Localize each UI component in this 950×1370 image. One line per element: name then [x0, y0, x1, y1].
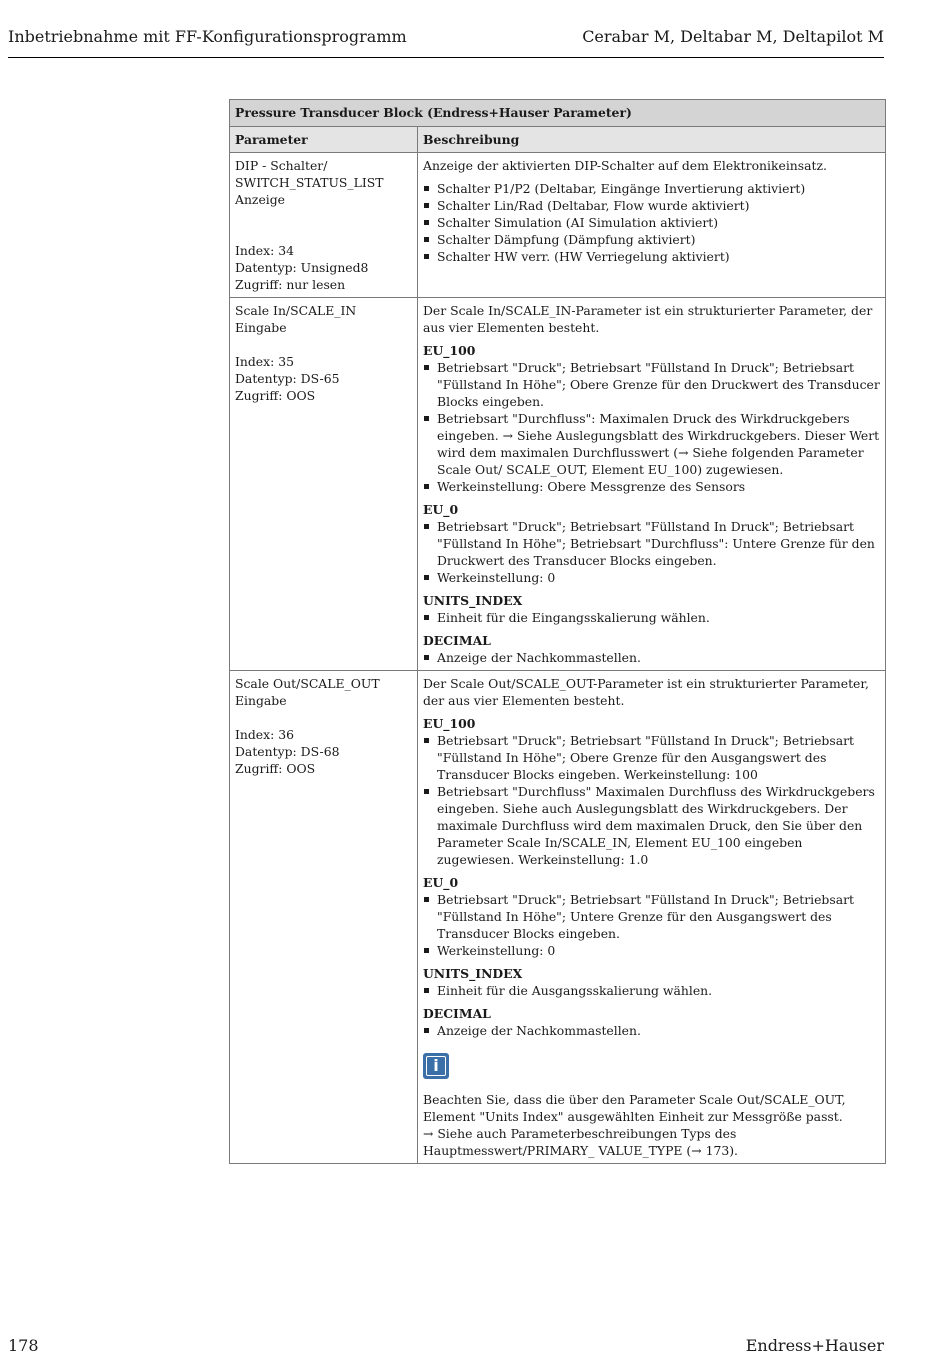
list-item: Schalter HW verr. (HW Verriegelung aktiviert)	[423, 248, 880, 265]
parameter-access: Zugriff: OOS	[235, 761, 316, 776]
bullet-list	[423, 518, 880, 586]
element-heading: EU_0	[423, 875, 459, 890]
bullet-list	[423, 609, 880, 626]
parameter-access-mode: Eingabe	[235, 320, 287, 335]
note-reference: → Siehe auch Parameterbeschreibungen Typs des Hauptmesswert/PRIMARY_ VALUE_TYPE (→ 173).	[423, 1126, 738, 1158]
table-row	[230, 298, 886, 671]
parameter-name: Scale In/SCALE_IN	[235, 303, 357, 318]
description-intro: Der Scale In/SCALE_IN-Parameter ist ein strukturierter Parameter, der aus vier Elementen besteht.	[423, 303, 873, 335]
footer-brand: Endress+Hauser	[745, 1336, 884, 1355]
list-item: Werkeinstellung: 0	[423, 942, 880, 959]
table-row	[230, 153, 886, 298]
parameter-datatype: Datentyp: DS-68	[235, 744, 340, 759]
parameter-index: Index: 36	[235, 727, 295, 742]
parameter-table	[229, 99, 886, 1164]
bullet-list	[423, 891, 880, 959]
description-cell	[418, 298, 886, 671]
list-item: Werkeinstellung: Obere Messgrenze des Sensors	[423, 478, 880, 495]
parameter-datatype: Datentyp: DS-65	[235, 371, 340, 386]
table-row	[230, 671, 886, 1164]
list-item: Schalter Dämpfung (Dämpfung aktiviert)	[423, 231, 880, 248]
list-item: Schalter Simulation (AI Simulation aktiviert)	[423, 214, 880, 231]
list-item: Einheit für die Eingangsskalierung wählen.	[423, 609, 880, 626]
parameter-cell	[230, 153, 418, 298]
list-item: Betriebsart "Druck"; Betriebsart "Füllstand In Druck"; Betriebsart "Füllstand In Höhe"; Obere Grenze für den Ausgangswert des Transducer Blocks eingeben. Werkeinstellung: 100	[423, 732, 880, 783]
parameter-name: DIP - Schalter/	[235, 158, 328, 173]
bullet-list	[423, 1022, 880, 1039]
header-product-names: Cerabar M, Deltabar M, Deltapilot M	[582, 27, 884, 46]
parameter-cell	[230, 671, 418, 1164]
element-heading: UNITS_INDEX	[423, 593, 523, 608]
info-icon: i	[423, 1053, 449, 1079]
element-heading: DECIMAL	[423, 633, 491, 648]
bullet-list	[423, 180, 880, 265]
bullet-list	[423, 359, 880, 495]
parameter-index: Index: 35	[235, 354, 295, 369]
list-item: Einheit für die Ausgangsskalierung wählen.	[423, 982, 880, 999]
list-item: Schalter P1/P2 (Deltabar, Eingänge Invertierung aktiviert)	[423, 180, 880, 197]
column-header-description: Beschreibung	[418, 127, 886, 153]
info-note	[423, 1053, 880, 1159]
description-intro: Anzeige der aktivierten DIP-Schalter auf dem Elektronikeinsatz.	[423, 158, 827, 173]
element-heading: DECIMAL	[423, 1006, 491, 1021]
list-item: Betriebsart "Druck"; Betriebsart "Füllstand In Druck"; Betriebsart "Füllstand In Höhe"; Betriebsart "Durchfluss": Untere Grenze für den Druckwert des Transducer Blocks eingeben.	[423, 518, 880, 569]
parameter-access-mode: Eingabe	[235, 693, 287, 708]
header-section-title: Inbetriebnahme mit FF-Konfigurationsprogramm	[8, 27, 407, 46]
parameter-access-mode: Anzeige	[235, 192, 286, 207]
parameter-index: Index: 34	[235, 243, 295, 258]
note-text: Beachten Sie, dass die über den Parameter Scale Out/SCALE_OUT, Element "Units Index" ausgewählten Einheit zur Messgröße passt.	[423, 1092, 846, 1124]
bullet-list	[423, 982, 880, 999]
list-item: Betriebsart "Druck"; Betriebsart "Füllstand In Druck"; Betriebsart "Füllstand In Höhe"; Obere Grenze für den Druckwert des Transducer Blocks eingeben.	[423, 359, 880, 410]
description-cell	[418, 153, 886, 298]
bullet-list	[423, 649, 880, 666]
list-item: Betriebsart "Durchfluss" Maximalen Durchfluss des Wirkdruckgebers eingeben. Siehe auch Auslegungsblatt des Wirkdruckgebers. Der maximale Durchfluss wird dem maximalen Druck, den Sie über den Parameter Scale In/SCALE_IN, Element EU_100 eingeben zugewiesen. Werkeinstellung: 1.0	[423, 783, 880, 868]
parameter-access: Zugriff: nur lesen	[235, 277, 346, 292]
table-title: Pressure Transducer Block (Endress+Hauser Parameter)	[230, 100, 886, 127]
bullet-list	[423, 732, 880, 868]
list-item: Betriebsart "Druck"; Betriebsart "Füllstand In Druck"; Betriebsart "Füllstand In Höhe"; Untere Grenze für den Ausgangswert des Transducer Blocks eingeben.	[423, 891, 880, 942]
page-number: 178	[8, 1336, 39, 1355]
description-intro: Der Scale Out/SCALE_OUT-Parameter ist ein strukturierter Parameter, der aus vier Elementen besteht.	[423, 676, 869, 708]
list-item: Betriebsart "Durchfluss": Maximalen Druck des Wirkdruckgebers eingeben. → Siehe Auslegungsblatt des Wirkdruckgebers. Dieser Wert wird dem maximalen Durchflusswert (→ Siehe folgenden Parameter Scale Out/ SCALE_OUT, Element EU_100) zugewiesen.	[423, 410, 880, 478]
element-heading: UNITS_INDEX	[423, 966, 523, 981]
parameter-cell	[230, 298, 418, 671]
element-heading: EU_100	[423, 343, 476, 358]
element-heading: EU_100	[423, 716, 476, 731]
parameter-name: Scale Out/SCALE_OUT	[235, 676, 380, 691]
list-item: Schalter Lin/Rad (Deltabar, Flow wurde aktiviert)	[423, 197, 880, 214]
page-header	[8, 27, 884, 58]
description-cell	[418, 671, 886, 1164]
list-item: Werkeinstellung: 0	[423, 569, 880, 586]
list-item: Anzeige der Nachkommastellen.	[423, 649, 880, 666]
parameter-name: SWITCH_STATUS_LIST	[235, 175, 384, 190]
parameter-access: Zugriff: OOS	[235, 388, 316, 403]
list-item: Anzeige der Nachkommastellen.	[423, 1022, 880, 1039]
element-heading: EU_0	[423, 502, 459, 517]
column-header-parameter: Parameter	[230, 127, 418, 153]
parameter-datatype: Datentyp: Unsigned8	[235, 260, 369, 275]
